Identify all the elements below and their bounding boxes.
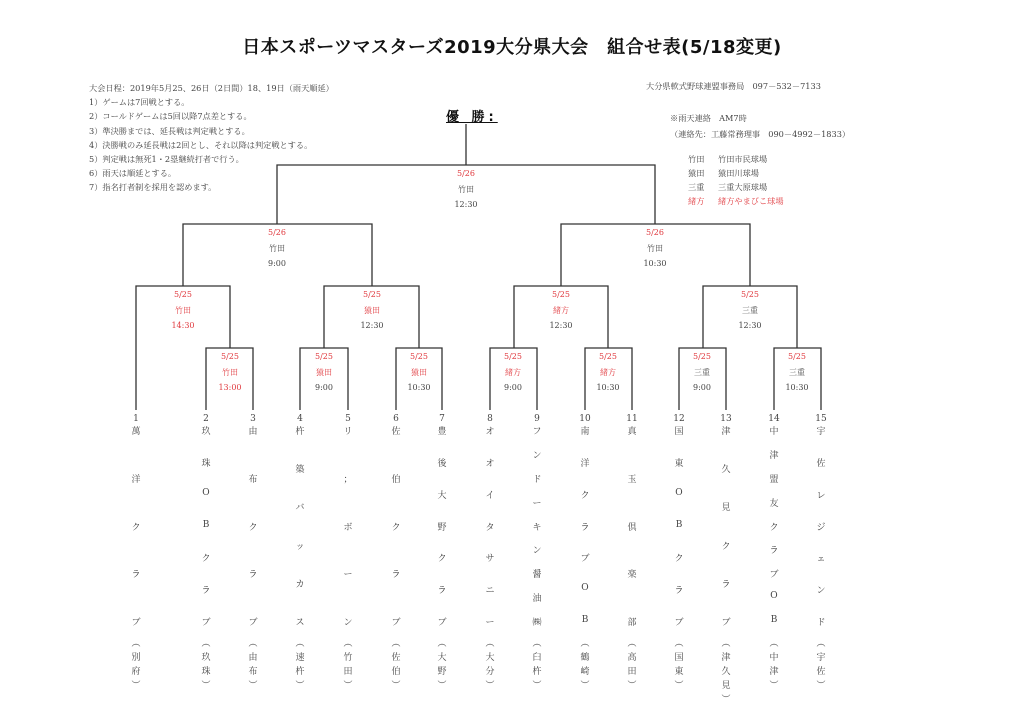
match-date: 5/25 (315, 352, 333, 361)
team-number: 3 (250, 414, 256, 424)
team-name-char: 見 (721, 503, 731, 514)
team-name-char: 南 (580, 427, 590, 437)
match-date: 5/25 (599, 352, 617, 361)
team-name-char: ニ (485, 586, 495, 597)
bracket-paren: ︶ (816, 681, 826, 691)
team-entry (620, 414, 644, 691)
match-time: 10:30 (643, 259, 667, 268)
team-name-char: キ (532, 522, 542, 533)
team-name-char: 醤 (532, 570, 542, 581)
team-number: 11 (626, 414, 638, 424)
team-name-char: ク (391, 522, 401, 533)
team-region-char: 崎 (580, 667, 590, 677)
team-name-char: 洋 (131, 474, 141, 485)
team-region-char: 高 (627, 653, 637, 663)
team-region-char: 国 (674, 653, 684, 663)
team-name-char: ブ (721, 618, 731, 628)
team-name-char: ラ (201, 586, 211, 597)
match-date: 5/25 (741, 290, 759, 299)
team-region-char: 見 (721, 681, 731, 691)
team-region-char: 別 (131, 653, 141, 663)
team-name-char: バ (295, 503, 305, 514)
bracket-paren: ︵ (343, 639, 353, 649)
match-venue: 竹田 (175, 305, 191, 315)
match-venue: 三重 (694, 367, 710, 377)
team-name-char: ス (295, 618, 305, 628)
bracket-paren: ︶ (769, 681, 779, 691)
rule-5: 5）判定戦は無死1・2塁継続打者で行う。 (89, 154, 244, 165)
match-time: 9:00 (268, 259, 286, 268)
team-name-char: 中 (769, 427, 779, 437)
team-name-char: 豊 (437, 427, 447, 437)
team-name-char: 東 (674, 458, 684, 469)
match-venue: 竹田 (458, 184, 474, 194)
team-region-char: 分 (485, 667, 495, 677)
team-name-char: ン (343, 618, 353, 628)
bracket-paren: ︶ (201, 681, 211, 691)
match-time: 9:00 (504, 383, 522, 392)
team-region-char: 伯 (391, 667, 401, 677)
team-name-char: 津 (721, 427, 731, 437)
bracket-paren: ︶ (627, 681, 637, 691)
match-round1-4 (473, 349, 553, 396)
venue-abbr: 三重 (688, 182, 705, 192)
team-region-char: 布 (248, 667, 258, 677)
team-name-char: サ (485, 554, 495, 565)
team-name-char: ド (816, 618, 826, 628)
team-region-char: 杵 (532, 667, 542, 677)
match-round1-6 (662, 349, 742, 396)
bracket-paren: ︵ (580, 639, 590, 649)
bracket-paren: ︵ (485, 639, 495, 649)
bracket-paren: ︵ (131, 639, 141, 649)
team-name-char: B (581, 615, 589, 625)
rule-2: 2）コールドゲームは5回以降7点差とする。 (89, 111, 252, 122)
team-name-char: 布 (248, 474, 258, 485)
match-date: 5/25 (504, 352, 522, 361)
team-entry (525, 414, 549, 691)
team-name-char: ブ (131, 618, 141, 628)
team-entry (714, 414, 738, 705)
match-time: 10:30 (785, 383, 809, 392)
team-name-char: イ (485, 490, 495, 501)
team-region-char: 津 (721, 653, 731, 663)
match-round1-1 (190, 349, 270, 396)
match-semifinal-1 (237, 225, 317, 272)
team-number: 15 (815, 414, 827, 424)
bracket-paren: ︶ (580, 681, 590, 691)
team-name-char: 油 (532, 594, 542, 605)
team-number: 5 (345, 414, 351, 424)
team-name-char: O (581, 583, 589, 594)
team-name-char: ー (532, 498, 542, 509)
rule-6: 6）雨天は順延とする。 (89, 168, 177, 179)
match-date: 5/25 (221, 352, 239, 361)
team-number: 8 (487, 414, 493, 424)
team-name-char: リ (343, 427, 353, 437)
match-round1-2 (284, 349, 364, 396)
match-time: 14:30 (171, 321, 195, 330)
team-name-char: フ (532, 427, 542, 437)
team-name-char: ブ (201, 618, 211, 628)
team-name-char: ク (248, 522, 258, 533)
team-region-char: 由 (248, 653, 258, 663)
team-entry (430, 414, 454, 691)
match-date: 5/25 (693, 352, 711, 361)
match-round1-5 (568, 349, 648, 396)
team-name-char: ク (437, 554, 447, 565)
team-name-char: ラ (248, 570, 258, 581)
team-number: 2 (203, 414, 209, 424)
team-name-char: B (675, 519, 683, 530)
team-name-char: 楽 (627, 570, 637, 581)
match-final (426, 166, 506, 213)
team-region-char: 佐 (816, 667, 826, 677)
team-entry (194, 414, 218, 691)
team-region-char: 鶴 (580, 653, 590, 663)
team-number: 14 (768, 414, 780, 424)
match-venue: 猿田 (316, 367, 332, 377)
team-name-char: 珠 (201, 458, 211, 469)
bracket-paren: ︵ (391, 639, 401, 649)
contact-person: （連絡先：工藤常務理事 090－4992－1833） (670, 129, 851, 139)
team-name-char: B (770, 615, 778, 625)
team-name-char: ン (816, 586, 826, 597)
team-name-char: ラ (769, 546, 779, 557)
team-region-char: 久 (721, 667, 731, 677)
team-name-char: O (770, 591, 778, 602)
match-venue: 緒方 (553, 305, 569, 315)
rule-7: 7）指名打者制を採用を認めます。 (89, 182, 217, 193)
bracket-paren: ︵ (721, 639, 731, 649)
team-name-char: B (202, 519, 210, 530)
team-entry (573, 414, 597, 691)
team-name-char: オ (485, 458, 495, 469)
match-date: 5/25 (363, 290, 381, 299)
team-name-char: 後 (437, 458, 447, 469)
team-region-char: 速 (295, 653, 305, 663)
match-venue: 竹田 (647, 243, 663, 253)
match-date: 5/25 (410, 352, 428, 361)
team-name-char: ド (532, 474, 542, 485)
team-number: 13 (720, 414, 732, 424)
bracket-paren: ︵ (769, 639, 779, 649)
team-name-char: 盟 (769, 474, 779, 485)
team-name-char: ブ (674, 618, 684, 628)
match-semifinal-2 (615, 225, 695, 272)
match-time: 13:00 (218, 383, 242, 392)
team-name-char: 佐 (391, 427, 401, 437)
team-entry (762, 414, 786, 691)
bracket-paren: ︵ (816, 639, 826, 649)
team-name-char: カ (295, 579, 305, 590)
bracket-paren: ︵ (674, 639, 684, 649)
match-venue: 竹田 (222, 367, 238, 377)
team-region-char: 野 (437, 667, 447, 677)
team-name-char: 玖 (201, 427, 211, 437)
team-name-char: O (675, 487, 683, 498)
match-date: 5/26 (268, 228, 286, 237)
team-region-char: 珠 (201, 667, 211, 677)
team-name-char: ラ (437, 586, 447, 597)
team-region-char: 津 (769, 667, 779, 677)
team-region-char: 佐 (391, 653, 401, 663)
match-time: 12:30 (360, 321, 384, 330)
team-name-char: ク (131, 522, 141, 533)
champion-label: 優 勝: (446, 110, 498, 125)
team-name-char: 津 (769, 450, 779, 461)
team-entry (667, 414, 691, 691)
team-entry (336, 414, 360, 691)
team-name-char: ブ (391, 618, 401, 628)
venue-abbr: 猿田 (688, 168, 705, 178)
team-entry (384, 414, 408, 691)
team-name-char: 萬 (131, 427, 141, 437)
team-name-char: ； (343, 474, 353, 485)
match-venue: 猿田 (364, 305, 380, 315)
team-name-char: レ (816, 490, 826, 501)
match-date: 5/25 (552, 290, 570, 299)
bracket-paren: ︶ (343, 681, 353, 691)
team-name-char: ン (532, 546, 542, 557)
bracket-paren: ︵ (437, 639, 447, 649)
team-name-char: ジ (816, 522, 826, 533)
match-date: 5/25 (174, 290, 192, 299)
team-name-char: 友 (769, 498, 779, 509)
team-name-char: 真 (627, 427, 637, 437)
team-name-char: ラ (391, 570, 401, 581)
team-region-char: 宇 (816, 653, 826, 663)
rule-1: 1）ゲームは7回戦とする。 (89, 97, 190, 108)
venue-name: 猿田川球場 (718, 168, 759, 178)
team-name-char: ッ (295, 541, 305, 552)
bracket-paren: ︶ (391, 681, 401, 691)
match-quarterfinal-1 (143, 287, 223, 334)
team-region-char: 大 (485, 653, 495, 663)
match-venue: 猿田 (411, 367, 427, 377)
match-quarterfinal-4 (710, 287, 790, 334)
team-number: 10 (579, 414, 591, 424)
rule-3: 3）準決勝までは、延長戦は判定戦とする。 (89, 125, 250, 136)
team-name-char: ク (721, 541, 731, 552)
team-name-char: 久 (721, 465, 731, 476)
match-date: 5/25 (788, 352, 806, 361)
match-round1-7 (757, 349, 837, 396)
team-number: 9 (534, 414, 540, 424)
match-time: 12:30 (454, 200, 478, 209)
team-name-char: 玉 (627, 474, 637, 485)
bracket-paren: ︶ (295, 681, 305, 691)
bracket-paren: ︵ (248, 639, 258, 649)
team-region-char: 大 (437, 653, 447, 663)
team-region-char: 府 (131, 667, 141, 677)
team-region-char: 田 (627, 667, 637, 677)
team-name-char: 大 (437, 490, 447, 501)
venue-abbr: 緒方 (688, 196, 705, 206)
match-venue: 緒方 (600, 367, 616, 377)
team-name-char: 伯 (391, 474, 401, 485)
team-number: 6 (393, 414, 399, 424)
match-time: 9:00 (693, 383, 711, 392)
match-time: 10:30 (596, 383, 620, 392)
team-region-char: 中 (769, 653, 779, 663)
match-venue: 三重 (742, 305, 758, 315)
bracket-paren: ︵ (532, 639, 542, 649)
team-name-char: 宇 (816, 427, 826, 437)
team-name-char: 築 (295, 465, 305, 476)
team-entry (288, 414, 312, 691)
match-date: 5/26 (646, 228, 664, 237)
match-time: 12:30 (738, 321, 762, 330)
team-name-char: 洋 (580, 458, 590, 469)
rule-schedule: 大会日程：2019年5月25、26日（2日間）18、19日（雨天順延） (89, 83, 334, 93)
team-entry (478, 414, 502, 691)
team-name-char: ブ (769, 570, 779, 581)
match-venue: 竹田 (269, 243, 285, 253)
team-region-char: 竹 (343, 653, 353, 663)
bracket-paren: ︶ (532, 681, 542, 691)
team-name-char: ラ (674, 586, 684, 597)
bracket-paren: ︶ (437, 681, 447, 691)
match-time: 10:30 (407, 383, 431, 392)
venue-name: 三重大原球場 (718, 182, 768, 192)
team-name-char: ー (485, 618, 495, 628)
team-number: 12 (673, 414, 685, 424)
venue-name: 緒方やまびこ球場 (718, 196, 784, 206)
team-name-char: 杵 (295, 427, 305, 437)
bracket-paren: ︶ (674, 681, 684, 691)
team-name-char: ン (532, 450, 542, 461)
team-region-char: 田 (343, 667, 353, 677)
match-venue: 緒方 (505, 367, 521, 377)
team-region-char: 玖 (201, 653, 211, 663)
team-entry (241, 414, 265, 691)
rule-4: 4）決勝戦のみ延長戦は2回とし、それ以降は判定戦とする。 (89, 139, 313, 150)
team-entry (809, 414, 833, 691)
team-region-char: 臼 (532, 653, 542, 663)
team-name-char: O (202, 487, 210, 498)
team-name-char: ェ (816, 554, 826, 565)
team-name-char: 部 (627, 618, 637, 628)
rain-notice: ※雨天連絡 AM7時 (670, 113, 747, 123)
team-name-char: 由 (248, 427, 258, 437)
team-name-char: 国 (674, 427, 684, 437)
team-number: 7 (439, 414, 445, 424)
bracket-paren: ︶ (485, 681, 495, 691)
bracket-paren: ︶ (131, 681, 141, 691)
team-name-char: ク (769, 522, 779, 533)
team-name-char: ク (580, 490, 590, 501)
bracket-paren: ︶ (248, 681, 258, 691)
team-name-char: 佐 (816, 458, 826, 469)
team-name-char: 倶 (627, 522, 637, 533)
team-region-char: 東 (674, 667, 684, 677)
team-name-char: ブ (580, 554, 590, 565)
team-name-char: ブ (248, 618, 258, 628)
team-name-char: ブ (437, 618, 447, 628)
bracket-paren: ︵ (201, 639, 211, 649)
bracket-paren: ︶ (721, 695, 731, 705)
team-number: 4 (297, 414, 303, 424)
team-number: 1 (133, 414, 139, 424)
match-quarterfinal-3 (521, 287, 601, 334)
team-name-char: ク (201, 554, 211, 565)
team-name-char: ラ (580, 522, 590, 533)
match-time: 9:00 (315, 383, 333, 392)
team-name-char: ㈱ (532, 618, 542, 628)
match-quarterfinal-2 (332, 287, 412, 334)
venue-name: 竹田市民球場 (718, 154, 768, 164)
page-title: 日本スポーツマスターズ2019大分県大会 組合せ表(5/18変更) (242, 37, 782, 58)
team-name-char: ラ (721, 579, 731, 590)
bracket-paren: ︵ (627, 639, 637, 649)
venue-abbr: 竹田 (688, 154, 705, 164)
bracket-paren: ︵ (295, 639, 305, 649)
team-name-char: オ (485, 427, 495, 437)
team-name-char: 野 (437, 522, 447, 533)
team-name-char: タ (485, 522, 495, 533)
match-time: 12:30 (549, 321, 573, 330)
team-name-char: ボ (343, 522, 353, 533)
team-name-char: ラ (131, 570, 141, 581)
office-contact: 大分県軟式野球連盟事務局 097－532－7133 (646, 81, 821, 91)
team-region-char: 杵 (295, 667, 305, 677)
team-name-char: ー (343, 570, 353, 581)
match-round1-3 (379, 349, 459, 396)
team-name-char: ク (674, 554, 684, 565)
match-date: 5/26 (457, 169, 475, 178)
team-entry (124, 414, 148, 691)
match-venue: 三重 (789, 367, 805, 377)
